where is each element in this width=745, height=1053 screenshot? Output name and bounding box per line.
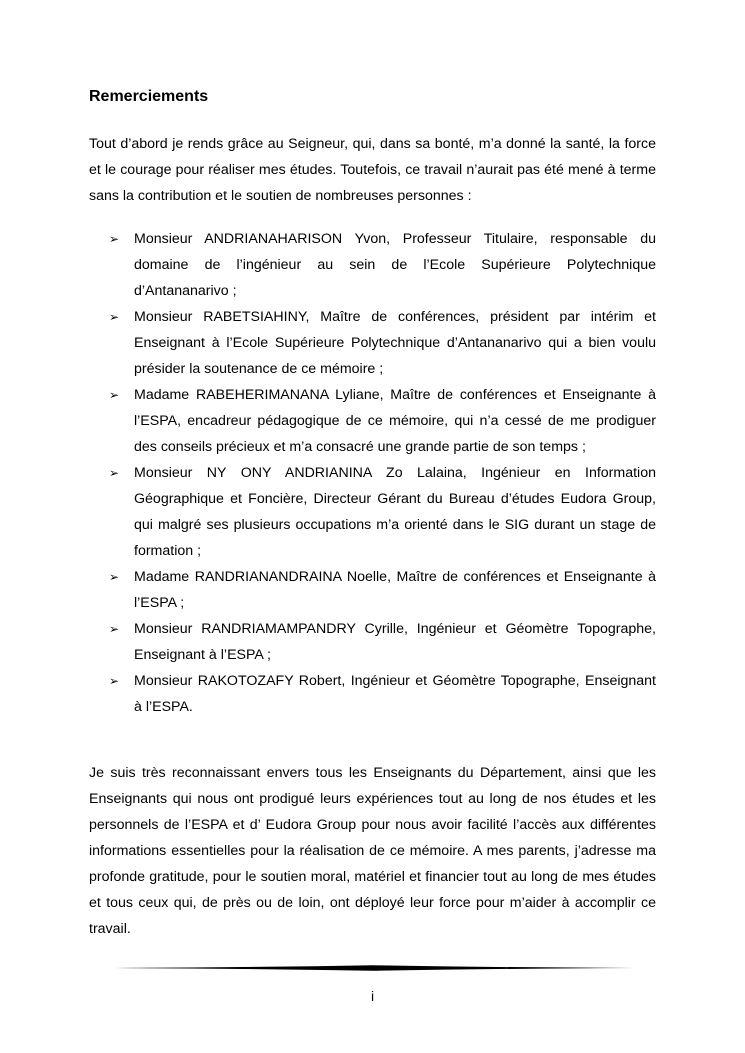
acknowledgement-list xyxy=(109,226,656,720)
intro-paragraph: Tout d’abord je rends grâce au Seigneur, qui, dans sa bonté, m’a donné la santé, la force et le courage pour réaliser mes études. Toutefois, ce travail n’aurait pas été mené à terme sans la contribution et le soutien de nombreuses personnes : xyxy=(89,136,656,204)
list-item xyxy=(109,226,656,304)
arrow-bullet-icon: ➢ xyxy=(109,466,120,480)
list-item xyxy=(109,304,656,382)
list-item-text: Monsieur RANDRIAMAMPANDRY Cyrille, Ingénieur et Géomètre Topographe, Enseignant à l’ESPA ; xyxy=(134,621,656,663)
footer-divider xyxy=(103,962,641,974)
arrow-bullet-icon: ➢ xyxy=(109,388,120,402)
list-item-text: Monsieur RABETSIAHINY, Maître de conférences, président par intérim et Enseignant à l’Ecole Supérieure Polytechnique d’Antananarivo qui a bien voulu présider la soutenance de ce mémoire ; xyxy=(134,309,656,377)
arrow-bullet-icon: ➢ xyxy=(109,310,120,324)
list-item-text: Madame RABEHERIMANANA Lyliane, Maître de conférences et Enseignante à l’ESPA, encadreur pédagogique de ce mémoire, qui n’a cessé de me prodiguer des conseils précieux et m’a consacré une grande partie de son temps ; xyxy=(134,387,656,455)
list-item xyxy=(109,616,656,668)
list-item-text: Monsieur RAKOTOZAFY Robert, Ingénieur et Géomètre Topographe, Enseignant à l’ESPA. xyxy=(134,673,656,715)
page-number: i xyxy=(370,988,375,1004)
list-item xyxy=(109,564,656,616)
list-item xyxy=(109,460,656,564)
closing-paragraph: Je suis très reconnaissant envers tous les Enseignants du Département, ainsi que les Enseignants qui nous ont prodigué leurs expériences tout au long de nos études et les personnels de l’ESPA et d’ Eudora Group pour nous avoir facilité l’accès aux différentes informations essentielles pour la réalisation de ce mémoire. A mes parents, j’adresse ma profonde gratitude, pour le soutien moral, matériel et financier tout au long de mes études et tous ceux qui, de près ou de loin, ont déployé leur force pour m’aider à accomplir ce travail. xyxy=(89,765,656,937)
arrow-bullet-icon: ➢ xyxy=(109,570,120,584)
arrow-bullet-icon: ➢ xyxy=(109,232,120,246)
list-item-text: Madame RANDRIANANDRAINA Noelle, Maître de conférences et Enseignante à l’ESPA ; xyxy=(134,569,656,611)
list-item xyxy=(109,382,656,460)
list-item-text: Monsieur ANDRIANAHARISON Yvon, Professeur Titulaire, responsable du domaine de l’ingénieur au sein de l’Ecole Supérieure Polytechnique d’Antananarivo ; xyxy=(134,231,656,299)
arrow-bullet-icon: ➢ xyxy=(109,674,120,688)
arrow-bullet-icon: ➢ xyxy=(109,622,120,636)
list-item-text: Monsieur NY ONY ANDRIANINA Zo Lalaina, Ingénieur en Information Géographique et Foncière, Directeur Gérant du Bureau d’études Eudora Group, qui malgré ses plusieurs occupations m’a orienté dans le SIG durant un stage de formation ; xyxy=(134,465,656,559)
page-title: Remerciements xyxy=(89,88,209,105)
list-item xyxy=(109,668,656,720)
